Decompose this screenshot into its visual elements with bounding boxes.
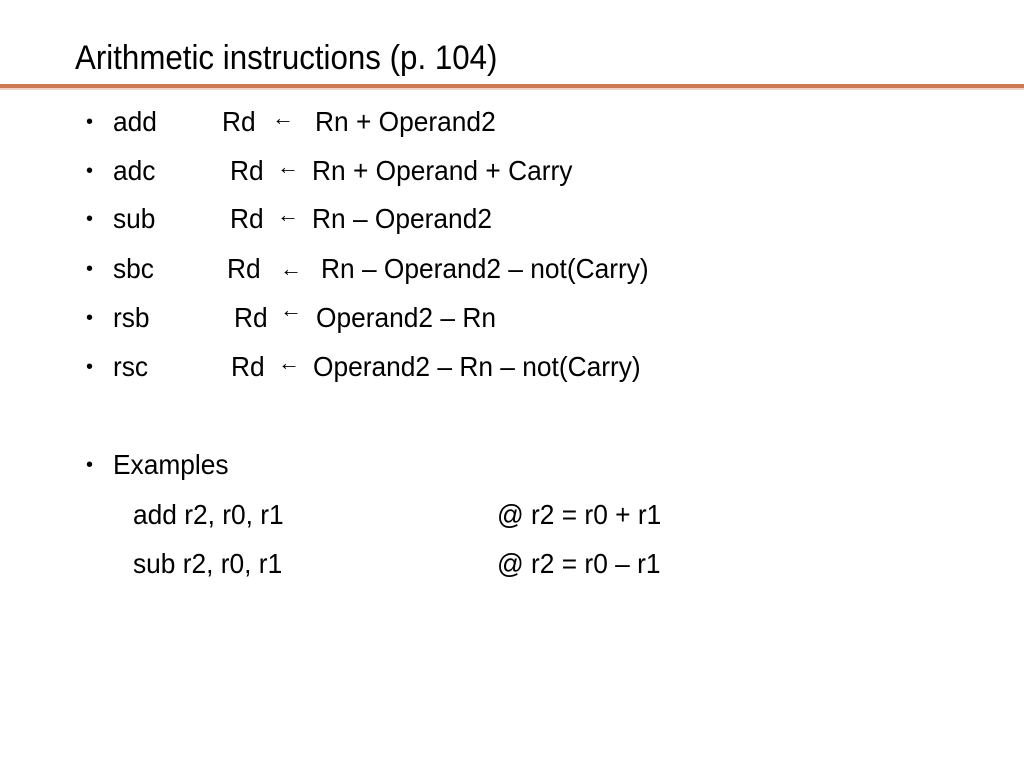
left-arrow-icon: ←: [277, 202, 299, 227]
instruction-expr: Rn – Operand2 – not(Carry): [321, 253, 649, 284]
instruction-op: rsb: [113, 302, 150, 333]
instruction-expr: Operand2 – Rn – not(Carry): [313, 351, 641, 382]
bullet: •: [86, 258, 94, 280]
instruction-op: adc: [113, 155, 156, 186]
example-code: add r2, r0, r1: [133, 499, 284, 530]
slide-title: Arithmetic instructions (p. 104): [75, 39, 498, 77]
instruction-expr: Rn + Operand2: [315, 106, 496, 137]
instruction-expr: Rn + Operand + Carry: [312, 155, 573, 186]
example-comment: @ r2 = r0 + r1: [497, 499, 662, 530]
instruction-dest: Rd: [234, 302, 268, 333]
example-comment: @ r2 = r0 – r1: [497, 548, 661, 579]
bullet: •: [86, 160, 94, 182]
title-underline-shadow: [0, 88, 1024, 90]
examples-heading: Examples: [113, 449, 229, 480]
instruction-dest: Rd: [222, 106, 256, 137]
bullet: •: [86, 208, 94, 230]
instruction-expr: Operand2 – Rn: [316, 302, 496, 333]
instruction-dest: Rd: [227, 253, 261, 284]
bullet: •: [86, 307, 94, 329]
instruction-dest: Rd: [231, 351, 265, 382]
left-arrow-icon: ←: [277, 154, 299, 179]
left-arrow-icon: ←: [280, 256, 302, 281]
left-arrow-icon: ←: [280, 297, 302, 322]
instruction-op: rsc: [113, 351, 149, 382]
instruction-op: add: [113, 106, 157, 137]
bullet: •: [86, 111, 94, 133]
instruction-dest: Rd: [230, 155, 264, 186]
example-code: sub r2, r0, r1: [133, 548, 283, 579]
left-arrow-icon: ←: [278, 350, 300, 375]
left-arrow-icon: ←: [272, 105, 294, 130]
instruction-op: sub: [113, 203, 156, 234]
bullet: •: [86, 356, 94, 378]
bullet: •: [86, 454, 94, 476]
instruction-dest: Rd: [230, 203, 264, 234]
instruction-expr: Rn – Operand2: [312, 203, 492, 234]
instruction-op: sbc: [113, 253, 154, 284]
